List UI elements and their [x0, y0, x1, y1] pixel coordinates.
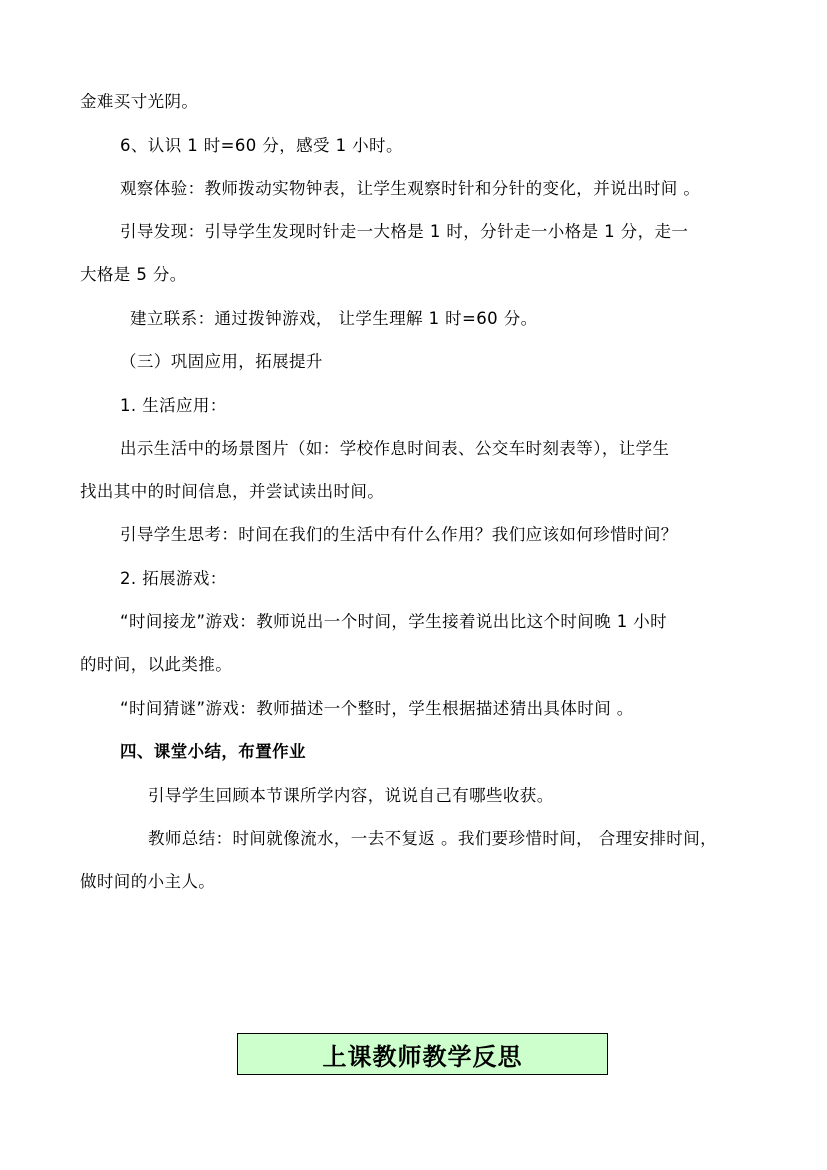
paragraph-line: 做时间的小主人。 — [80, 872, 216, 891]
paragraph-line: 的时间，以此类推。 — [80, 655, 233, 674]
paragraph-line: 引导学生思考：时间在我们的生活中有什么作用？我们应该如何珍惜时间？ — [120, 525, 678, 544]
section-4-heading: 四、课堂小结，布置作业 — [120, 742, 306, 761]
paragraph-line: “时间猜谜”游戏：教师描述一个整时，学生根据描述猜出具体时间 。 — [120, 699, 634, 718]
paragraph-line: 大格是 5 分。 — [80, 265, 187, 284]
paragraph-line: “时间接龙”游戏：教师说出一个时间，学生接着说出比这个时间晚 1 小时 — [120, 612, 668, 631]
paragraph-line: 观察体验：教师拨动实物钟表，让学生观察时针和分针的变化，并说出时间 。 — [120, 179, 701, 198]
paragraph-line: 找出其中的时间信息，并尝试读出时间。 — [80, 482, 385, 501]
reflection-title-box — [237, 1033, 608, 1075]
paragraph-line: 教师总结：时间就像流水，一去不复返 。我们要珍惜时间， 合理安排时间， — [148, 829, 717, 848]
subsection-2-heading: 2. 拓展游戏： — [120, 569, 227, 588]
subsection-1-heading: 1. 生活应用： — [120, 396, 227, 415]
paragraph-line: 引导发现：引导学生发现时针走一大格是 1 时，分针走一小格是 1 分，走一 — [120, 222, 689, 241]
section-6-heading: 6、认识 1 时=60 分，感受 1 小时。 — [120, 136, 403, 155]
paragraph-line: 建立联系：通过拨钟游戏， 让学生理解 1 时=60 分。 — [130, 309, 538, 328]
paragraph-line: 引导学生回顾本节课所学内容，说说自己有哪些收获。 — [148, 786, 554, 805]
reflection-title: 上课教师教学反思 — [322, 1042, 523, 1071]
section-3-heading: （三）巩固应用，拓展提升 — [120, 352, 323, 371]
paragraph-line: 金难买寸光阴。 — [80, 92, 199, 111]
paragraph-line: 出示生活中的场景图片（如：学校作息时间表、公交车时刻表等），让学生 — [120, 439, 670, 458]
